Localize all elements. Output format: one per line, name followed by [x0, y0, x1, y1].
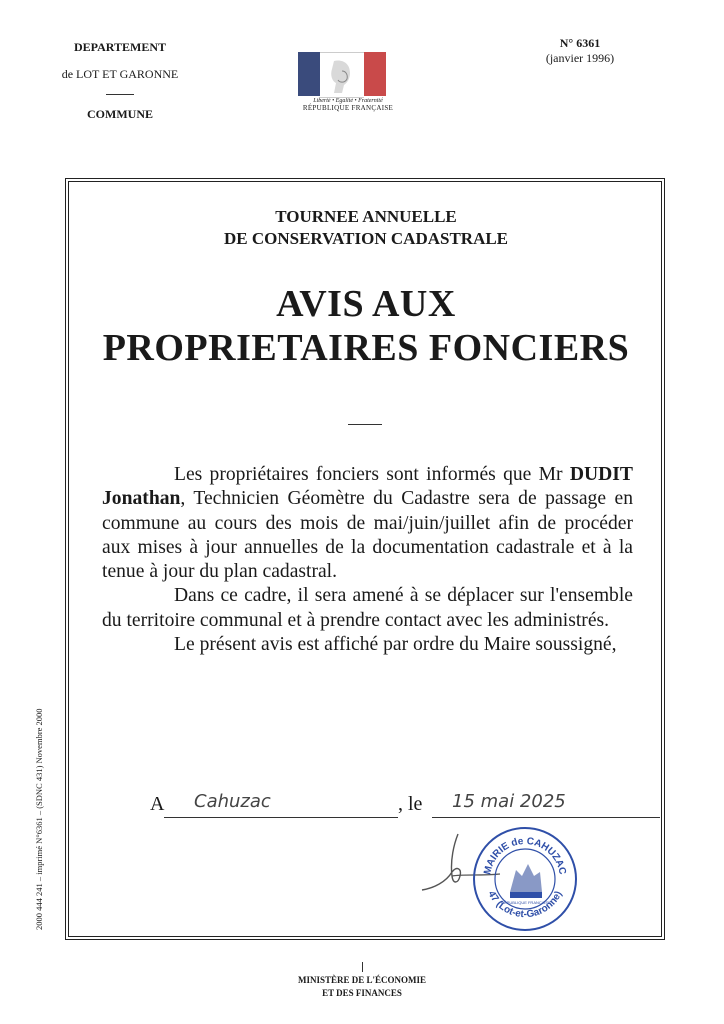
paragraph-3: Le présent avis est affiché par ordre du Maire soussigné,: [174, 634, 617, 656]
logo-motto: Liberté • Égalité • Fraternité: [313, 98, 383, 104]
paragraph-1: [102, 463, 633, 584]
le-label: , le: [398, 793, 423, 815]
title-line-1: AVIS AUX: [276, 283, 456, 325]
side-print-reference: 2000 444 241 – imprimé N°6361 – (SDNC 431) Novembre 2000: [34, 708, 44, 930]
department-label: DEPARTEMENT: [73, 40, 167, 54]
notice-title: [68, 282, 664, 370]
date-handwritten: 15 mai 2025: [452, 791, 566, 812]
title-divider: [348, 424, 382, 425]
paragraph-1-start: Les propriétaires fonciers sont informés que Mr: [174, 464, 570, 485]
footer-tick: [362, 962, 363, 972]
place-handwritten: Cahuzac: [194, 791, 271, 812]
place-underline: [164, 817, 398, 818]
ministry-footer: [240, 962, 484, 1000]
mairie-stamp-icon: [472, 826, 578, 932]
republique-logo: [284, 52, 412, 112]
form-number: N° 6361: [559, 36, 601, 50]
place-date-line: [150, 793, 670, 823]
header-divider: [106, 94, 134, 95]
svg-text:MAIRIE de CAHUZAC: [482, 836, 568, 876]
notice-subtitle: [68, 206, 664, 250]
subtitle-line-1: TOURNEE ANNUELLE: [275, 207, 457, 226]
form-reference: [520, 36, 640, 66]
commune-label: COMMUNE: [87, 107, 153, 121]
department-header: [40, 34, 200, 128]
logo-republique: RÉPUBLIQUE FRANÇAISE: [302, 104, 394, 112]
paragraph-2: Dans ce cadre, il sera amené à se déplacer sur l'ensemble du territoire communal et à prendre contact avec les administrés.: [102, 585, 633, 631]
agent-name: DUDIT Jonathan: [102, 464, 633, 510]
a-label: A: [150, 793, 165, 815]
subtitle-line-2: DE CONSERVATION CADASTRALE: [223, 229, 509, 248]
stamp-top-text: MAIRIE de CAHUZAC: [482, 835, 568, 876]
stamp-bottom-text: 47 (Lot-et-Garonne): [485, 889, 565, 921]
date-underline: [432, 817, 660, 818]
notice-body: [102, 463, 633, 657]
footer-line-2: ET DES FINANCES: [322, 988, 402, 998]
title-line-2: PROPRIETAIRES FONCIERS: [102, 327, 630, 369]
department-name: de LOT ET GARONNE: [61, 67, 179, 81]
stamp-inner-text: RÉPUBLIQUE FRANÇAISE: [501, 900, 551, 905]
paragraph-1-end: , Technicien Géomètre du Cadastre sera de passage en commune au cours des mois de mai/juin/juillet afin de procéder aux mises à jour annuelles de la documentation cadastrale et à la tenue à jour du plan cadastral.: [102, 488, 633, 583]
footer-line-1: MINISTÈRE DE L'ÉCONOMIE: [297, 975, 427, 985]
form-date: (janvier 1996): [545, 51, 615, 65]
marianne-logo-icon: [298, 52, 398, 96]
